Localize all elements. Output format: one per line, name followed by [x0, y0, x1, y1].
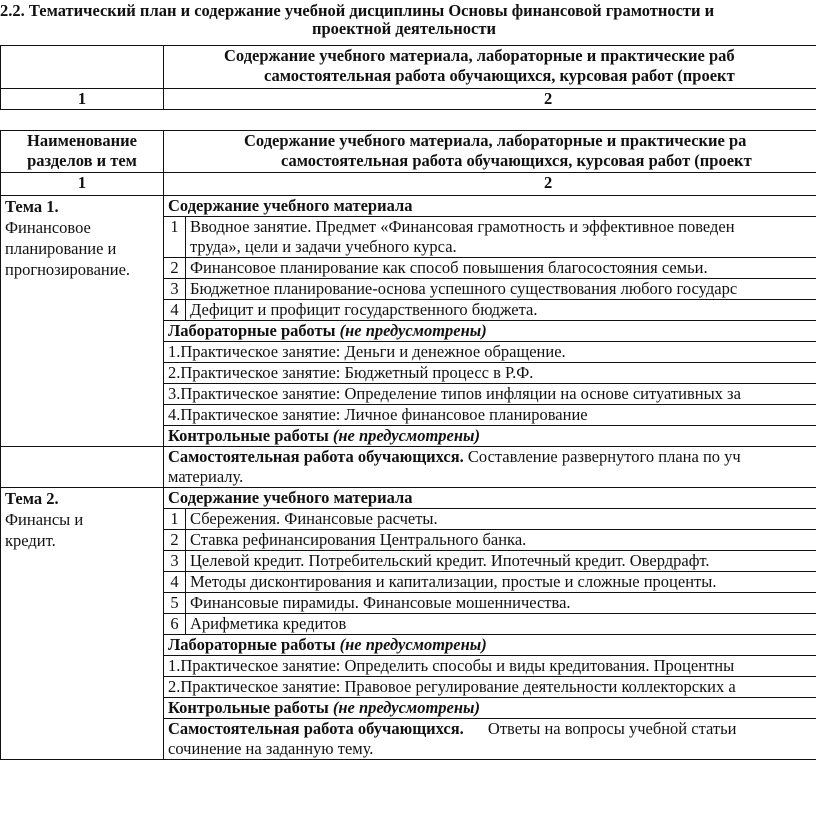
heading-line-2: проектной деятельности: [312, 19, 496, 38]
empty-cell: [1, 46, 164, 89]
item-number: 4: [164, 300, 186, 321]
item-number: 5: [164, 593, 186, 614]
self-work-row: [164, 447, 816, 488]
topic-2-name: Финансы и кредит.: [5, 510, 84, 550]
content-header-cell: [164, 131, 816, 173]
thematic-plan-table: [0, 130, 816, 760]
practical-item: 1.Практическое занятие: Деньги и денежное обращение.: [164, 342, 816, 363]
item-text-line-1: Вводное занятие. Предмет «Финансовая грамотность и эффективное поведен: [190, 217, 735, 236]
column-number-2: 2: [164, 89, 816, 110]
labs-row: [164, 321, 816, 342]
content-header-line-2: самостоятельная работа обучающихся, курсовая работ (проект: [281, 151, 752, 170]
item-text: Арифметика кредитов: [186, 614, 816, 635]
column-number-1: 1: [1, 89, 164, 110]
self-work-label: Самостоятельная работа обучающихся.: [168, 719, 464, 738]
table-row: [1, 46, 816, 89]
item-text: Дефицит и профицит государственного бюджета.: [186, 300, 816, 321]
control-label: Контрольные работы: [168, 698, 329, 717]
topic-1-title: Тема 1.: [5, 197, 59, 216]
item-number: 6: [164, 614, 186, 635]
practical-item: 2.Практическое занятие: Бюджетный процесс в Р.Ф.: [164, 363, 816, 384]
content-header-line-1: Содержание учебного материала, лабораторные и практические ра: [244, 131, 747, 150]
table-row: [1, 173, 816, 196]
control-note: (не предусмотрены): [332, 426, 480, 445]
labs-label: Лабораторные работы: [168, 635, 336, 654]
item-text: Финансовые пирамиды. Финансовые мошенничества.: [186, 593, 816, 614]
table-row: [1, 131, 816, 173]
item-text: Финансовое планирование как способ повышения благосостояния семьи.: [186, 258, 816, 279]
practical-item: 4.Практическое занятие: Личное финансовое планирование: [164, 405, 816, 426]
item-number: 1: [164, 509, 186, 530]
self-work-text-1: Ответы на вопросы учебной статьи: [487, 719, 737, 738]
self-work-row: [164, 719, 816, 760]
content-header-cell: [164, 46, 816, 89]
item-number: 4: [164, 572, 186, 593]
table-row: [1, 196, 816, 217]
labs-note: (не предусмотрены): [339, 635, 487, 654]
content-subheader: Содержание учебного материала: [164, 196, 816, 217]
content-header-line-1: Содержание учебного материала, лабораторные и практические раб: [224, 46, 735, 65]
plan-header-table: [0, 45, 816, 110]
item-text: Методы дисконтирования и капитализации, простые и сложные проценты.: [186, 572, 816, 593]
item-number: 3: [164, 279, 186, 300]
self-work-text-1: Составление развернутого плана по уч: [467, 447, 741, 466]
table-row: [1, 89, 816, 110]
item-text-line-2: труда», цели и задачи учебного курса.: [190, 237, 457, 256]
practical-item: 2.Практическое занятие: Правовое регулирование деятельности коллекторских а: [164, 677, 816, 698]
item-text: Бюджетное планирование-основа успешного существования любого государс: [186, 279, 816, 300]
item-number: 3: [164, 551, 186, 572]
control-note: (не предусмотрены): [332, 698, 480, 717]
sections-header-line-1: Наименование: [27, 131, 137, 150]
item-number: 2: [164, 258, 186, 279]
self-work-text-2: материалу.: [168, 467, 244, 486]
table-row: [1, 447, 816, 488]
labs-row: [164, 635, 816, 656]
self-work-text-2: сочинение на заданную тему.: [168, 739, 374, 758]
column-number-2: 2: [164, 173, 816, 196]
item-number: 2: [164, 530, 186, 551]
section-heading: [0, 2, 816, 38]
item-text: [186, 217, 816, 258]
self-work-label: Самостоятельная работа обучающихся.: [168, 447, 464, 466]
sections-header-line-2: разделов и тем: [27, 151, 137, 170]
sections-header-cell: [1, 131, 164, 173]
practical-item: 3.Практическое занятие: Определение типов инфляции на основе ситуативных за: [164, 384, 816, 405]
item-text: Ставка рефинансирования Центрального банка.: [186, 530, 816, 551]
labs-label: Лабораторные работы: [168, 321, 336, 340]
item-number: 1: [164, 217, 186, 258]
control-label: Контрольные работы: [168, 426, 329, 445]
topic-1-name: Финансовое планирование и прогнозирование.: [5, 218, 131, 279]
control-row: [164, 698, 816, 719]
practical-item: 1.Практическое занятие: Определить способы и виды кредитования. Процентны: [164, 656, 816, 677]
topic-1-cell: [1, 196, 164, 447]
content-subheader: Содержание учебного материала: [164, 488, 816, 509]
heading-line-1: 2.2. Тематический план и содержание учебной дисциплины Основы финансовой грамотности и: [0, 1, 715, 20]
labs-note: (не предусмотрены): [339, 321, 487, 340]
content-header-line-2: самостоятельная работа обучающихся, курсовая работ (проект: [264, 66, 735, 85]
topic-2-cell: [1, 488, 164, 760]
empty-cell: [1, 447, 164, 488]
control-row: [164, 426, 816, 447]
item-text: Целевой кредит. Потребительский кредит. Ипотечный кредит. Овердрафт.: [186, 551, 816, 572]
table-row: [1, 488, 816, 509]
topic-2-title: Тема 2.: [5, 489, 59, 508]
column-number-1: 1: [1, 173, 164, 196]
item-text: Сбережения. Финансовые расчеты.: [186, 509, 816, 530]
